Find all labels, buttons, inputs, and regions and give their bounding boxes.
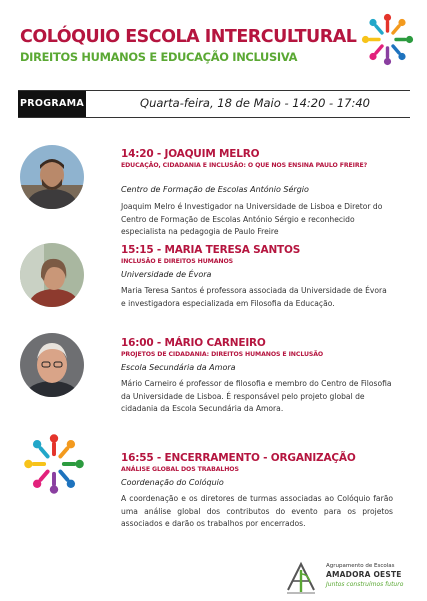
- programa-label: PROGRAMA: [18, 91, 86, 117]
- footer-org: [326, 562, 403, 589]
- session-topic: EDUCAÇÃO, CIDADANIA E INCLUSÃO: O QUE NOS ENSINA PAULO FREIRE?: [121, 162, 368, 169]
- session-heading: 15:15 - MARIA TERESA SANTOS: [121, 244, 301, 256]
- programa-date: Quarta-feira, 18 de Maio - 14:20 - 17:40: [140, 96, 370, 110]
- session-topic: PROJETOS DE CIDADANIA: DIREITOS HUMANOS E INCLUSÃO: [121, 351, 324, 358]
- diversity-people-icon: [360, 12, 415, 67]
- footer-org-small: Agrupamento de Escolas: [326, 563, 395, 569]
- footer-org-name: AMADORA OESTE: [326, 570, 402, 579]
- page-title: COLÓQUIO ESCOLA INTERCULTURAL: [20, 27, 357, 47]
- session-description: Mário Carneiro é professor de filosofia e membro do Centro de Filosofia da Universidade de Lisboa. É responsável pelo projeto global de cidadania da Escola Secundária da Amora.: [121, 379, 392, 413]
- session-3: [121, 337, 393, 416]
- session-topic: INCLUSÃO E DIREITOS HUMANOS: [121, 258, 233, 265]
- session-topic: ANÁLISE GLOBAL DOS TRABALHOS: [121, 466, 239, 473]
- session-1: [121, 148, 393, 239]
- speaker-photo-joaquim-melro: [20, 145, 84, 209]
- session-heading: 14:20 - JOAQUIM MELRO: [121, 148, 260, 160]
- speaker-photo-maria-teresa-santos: [20, 243, 84, 307]
- session-2: [121, 244, 393, 310]
- programa-bar: [18, 90, 410, 118]
- footer-motto: Juntos construímos futuro: [326, 581, 404, 588]
- session-description: A coordenação e os diretores de turmas associadas ao Colóquio farão uma análise global dos contributos do evento para os projetos associados e darão os trabalhos por encerrados.: [121, 494, 393, 528]
- session-description: Joaquim Melro é Investigador na Universidade de Lisboa e Diretor do Centro de Formação de Escolas António Sérgio e reconhecido especialista na pedagogia de Paulo Freire: [121, 202, 383, 236]
- speaker-photo-mario-carneiro: [20, 333, 84, 397]
- session-institution: Escola Secundária da Amora: [121, 363, 236, 372]
- page-subtitle: DIREITOS HUMANOS E EDUCAÇÃO INCLUSIVA: [20, 50, 298, 64]
- session-description: Maria Teresa Santos é professora associada da Universidade de Évora e investigadora especializada em Filosofia da Educação.: [121, 286, 387, 308]
- session-4: [121, 452, 393, 531]
- diversity-people-icon: [22, 432, 86, 496]
- session-institution: Universidade de Évora: [121, 270, 212, 279]
- session-institution: Coordenação do Colóquio: [121, 478, 224, 487]
- session-institution: Centro de Formação de Escolas António Sérgio: [121, 185, 309, 194]
- school-logo-icon: [284, 560, 318, 596]
- session-heading: 16:55 - ENCERRAMENTO - ORGANIZAÇÃO: [121, 452, 356, 464]
- session-heading: 16:00 - MÁRIO CARNEIRO: [121, 337, 266, 349]
